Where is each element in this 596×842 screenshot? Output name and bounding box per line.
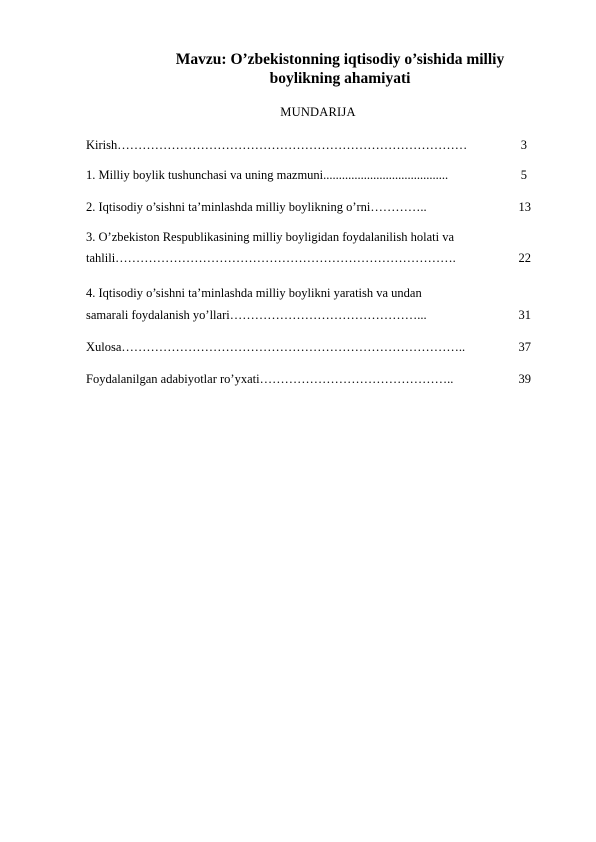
toc-page-number: 31 [518, 308, 531, 322]
toc-entry-label: Foydalanilgan adabiyotlar ro’yxati [86, 372, 260, 386]
toc-entry-label: 2. Iqtisodiy o’sishni ta’minlashda milliy boylikning o’rni [86, 200, 371, 214]
toc-leader-dots: ........................................ [323, 168, 449, 182]
toc-entry-section-3-line-1[interactable] [86, 230, 454, 245]
toc-entry-intro[interactable] [86, 138, 467, 153]
document-title: Mavzu: O’zbekistonning iqtisodiy o’sishida milliy boylikning ahamiyati [175, 51, 505, 87]
toc-entry-section-4-line-2[interactable] [86, 308, 427, 323]
toc-entry-section-1[interactable] [86, 168, 448, 183]
toc-entry-section-4-line-1[interactable] [86, 286, 422, 301]
toc-entry-section-3-line-2[interactable] [86, 251, 456, 266]
toc-page-number: 5 [520, 168, 527, 182]
toc-entry-label: tahlili [86, 251, 116, 265]
toc-page-number: 13 [518, 200, 531, 214]
contents-heading: MUNDARIJA [280, 105, 356, 119]
toc-leader-dots: ………….. [370, 200, 427, 214]
toc-entry-label: Xulosa [86, 340, 122, 354]
toc-entry-label: 1. Milliy boylik tushunchasi va uning mazmuni [86, 168, 324, 182]
toc-page-number: 39 [518, 372, 531, 386]
toc-leader-dots: ……………………………………………………………………….. [121, 340, 466, 354]
toc-entry-conclusion[interactable] [86, 340, 465, 355]
toc-page-number: 3 [520, 138, 527, 152]
toc-leader-dots: ………………………………………………………………………… [117, 138, 468, 152]
toc-entry-label: Kirish [86, 138, 118, 152]
toc-page-number: 22 [518, 251, 531, 265]
toc-entry-label: samarali foydalanish yo’llari [86, 308, 230, 322]
toc-entry-references[interactable] [86, 372, 453, 387]
toc-leader-dots: ………………………………………... [229, 308, 427, 322]
toc-entry-label: 3. O’zbekiston Respublikasining milliy boyligidan foydalanilish holati va [86, 230, 455, 244]
toc-entry-label: 4. Iqtisodiy o’sishni ta’minlashda milliy boylikni yaratish va undan [86, 286, 422, 300]
toc-leader-dots: ……………………………………….. [259, 372, 454, 386]
toc-leader-dots: ………………………………………………………………………. [115, 251, 456, 265]
toc-entry-section-2[interactable] [86, 200, 427, 215]
toc-page-number: 37 [518, 340, 531, 354]
